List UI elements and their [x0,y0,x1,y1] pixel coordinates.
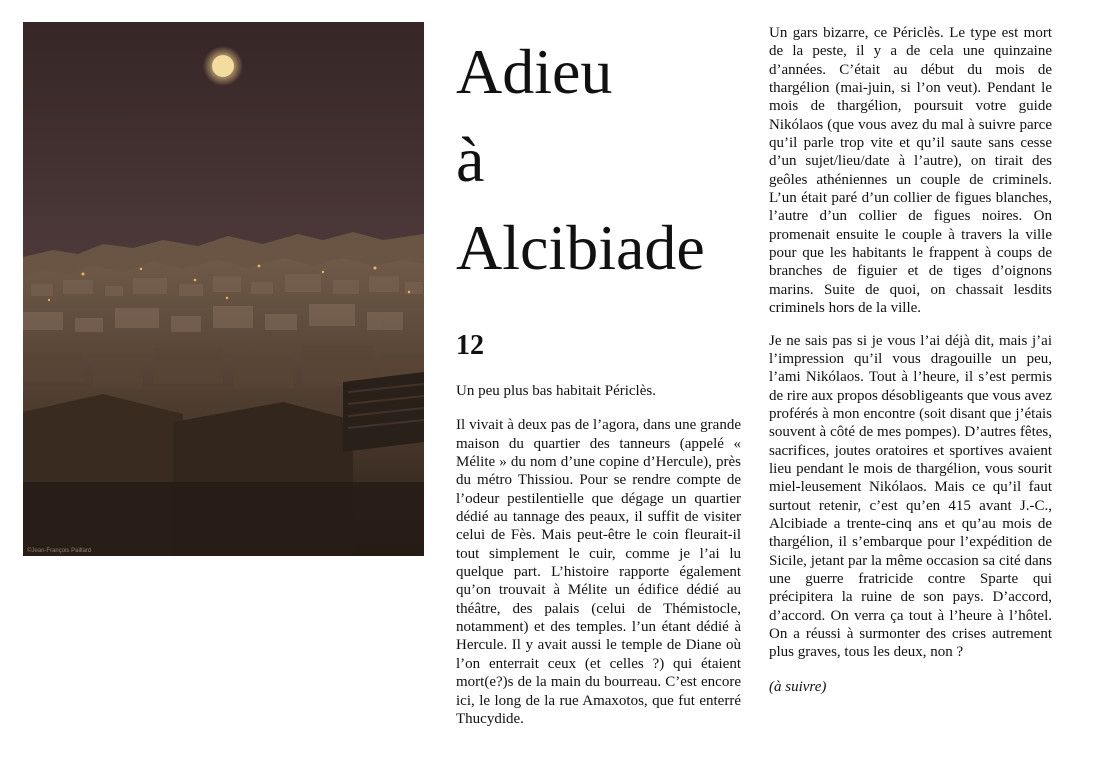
night-city-moon-illustration [23,22,424,556]
chapter-number: 12 [456,330,484,361]
title-line-2: à [456,124,485,195]
body-paragraph-2: Un gars bizarre, ce Périclès. Le type est mort de la peste, il y a de cela une quinzaine d’années. C’était au début du mois de thargélion (mai-juin, si l’on veut). Pendant le mois de thargélion, poursuit votre guide Nikólaos (que vous avez du mal à suivre parce qu’il parle trop vite et qu’il saute sans cesse d’un sujet/lieu/date à l’autre), on tirait des geôles athéniennes un couple de criminels. L’un était paré d’un collier de figues blanches, l’autre d’un collier de figues noires. On promenait ensuite le couple à travers la ville pour que les habitants le frappent à coups de branches de figuier et de tiges d’oignons marins. Suite de quoi, on chassait lesdits criminels hors de la ville. [769,25,1052,317]
to-be-continued: (à suivre) [769,678,827,695]
title-line-3: Alcibiade [456,212,705,283]
body-paragraph-1: Il vivait à deux pas de l’agora, dans une grande maison du quartier des tanneurs (appelé « Mélite » du nom d’une copine d’Hercule), près du métro Thissiou. Pour se rendre compte de l’odeur pestilentielle que dégage un quartier dédié au tannage des peaux, il suffit de visiter celui de Fès. Mais peut-être le coin fleurait-il tout simplement le cuir, comme je l’ai lu quelque part. L’histoire rapporte également qu’on trouvait à Mélite un édifice dédié au théâtre, des palais (celui de Thémistocle, notamment) et des temples. l’un étant dédié à Hercule. Il y avait aussi le temple de Diane où l’on enterrait ceux (et celles ?) qui étaient mort(e?)s de la main du bourreau. C’est encore ici, le long de la rue Amaxotos, que fut enterré Thucydide. [456,417,741,727]
article-title [456,28,746,292]
moon-shape [212,55,234,77]
photo-credit: ©Jean-François Paillard [27,548,92,554]
text-column-right [769,24,1052,696]
cityscape-photo [23,22,424,556]
text-column-left [456,382,741,728]
body-paragraph-3: Je ne sais pas si je vous l’ai déjà dit, mais j’ai l’impression qu’il vous dragouille un peu, l’ami Nikólaos. Tout à l’heure, il s’est permis de rire aux propos désobligeants que vous avez proférés à mon encontre (soit disant que j’étais souvent à côté de mes pompes). D’autres fêtes, sacrifices, joutes oratoires et sportives avaient lieu pendant le mois de thargélion, vous sourit miel-leusement Nikólaos. Mais ce qu’il faut surtout retenir, c’est qu’en 415 avant J.-C., Alcibiade a trente-cinq ans et qu’au mois de thargélion, il s’embarque pour l’expédition de Sicile, jetant par la même occasion sa cité dans une guerre fratricide contre Sparte qui précipitera la ruine de son pays. D’accord, d’accord. On verra ça tout à l’heure à l’hôtel. On a réussi à surmonter des crises autrement plus graves, tous les deux, non ? [769,332,1052,661]
lead-sentence: Un peu plus bas habitait Périclès. [456,383,656,399]
title-line-1: Adieu [456,36,613,107]
